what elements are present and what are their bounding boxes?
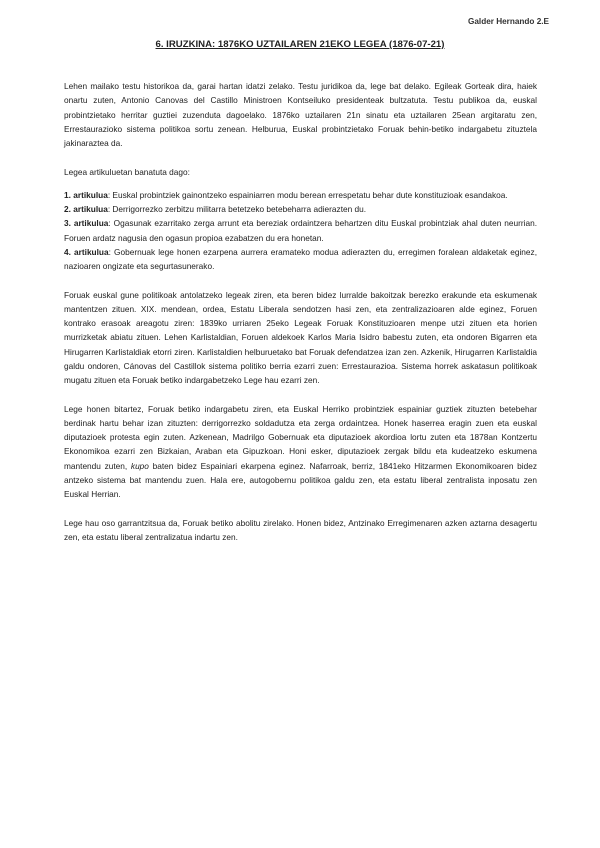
article-text: : Derrigorrezko zerbitzu militarra betetzeko betebeharra adierazten du. [107,204,367,214]
article-item-2 [64,202,537,216]
article-label: 2. artikulua [64,204,108,214]
article-label: 1. artikulua [64,189,108,200]
articles-intro: Legea artikuluetan banatuta dago: [64,166,190,177]
paragraph-spacer [64,273,537,287]
article-label: 3. artikulua [64,218,109,229]
article-label: 4. artikulua [64,246,109,257]
article-text: : Euskal probintziek gainontzeko espainiarren modu berean errespetatu behar dute konstituzioak esandakoa. [107,189,508,200]
paragraph-text: baten bidez Espainiari ekarpena eginez. Nafarroak, berriz, 1841eko Hitzarmen Ekonomikoaren bidez antzeko sistema bat mantendu zuen. Hala ere, autogobernu politikoa galdu zen, eta estatu liberal zentralista inposatu zen Euskal Herrian. [64,460,537,499]
articles-section [64,165,537,274]
paragraph-conclusion: Lege hau oso garrantzitsua da, Foruak betiko abolitu zirelako. Honen bidez, Antzinako Erregimenaren azken aztarna desagertu zen, eta estatu liberal zentralizatua indartu zen. [64,517,537,542]
article-item-4 [64,245,537,274]
paragraph-spacer [64,501,537,515]
paragraph-spacer [64,387,537,401]
article-item-3 [64,216,537,245]
paragraph-spacer [64,150,537,164]
italic-term: kupo [130,460,149,471]
article-text: : Ogasunak ezarritako zerga arrunt eta bereziak ordaintzera behartzen ditu Euskal probintziak ahal duten neurrian. Foruen ardatz nagusia den ogasun propioa ezabatzen du era honetan. [64,218,537,243]
paragraph-context: Foruak euskal gune politikoak antolatzeko legeak ziren, eta beren bidez lurralde bakoitzak berezko erakunde eta eskumenak mantentzen zituen. XIX. mendean, ordea, Estatu Liberala sendotzen hasi zen, eta zentralizazioaren alde eginez, Foruen kontrako erasoak areagotu ziren: 1839ko urriaren 25eko Legeak Foruak Konstituzioaren menpe utzi zituen eta horien murrizketak abiatu zituen. Lehen Karlistaldian, Foruen aldekoek Karlos Maria Isidro babestu zuten, eta ondoren Bigarren eta Hirugarren Karlistaldiak etorri ziren. Karlistaldien helburuetako bat Foruak defendatzea izan zen. Azkenik, Hirugarren Karlistaldia galdu ondoren, Cánovas del Castillok sistema politiko berria ezarri zuen: Errestaurazioa. Sistema horrek askatasun politikoak mugatu zituen eta Foruak betiko indargabetzeko Lege hau ezarri zen. [64,289,537,385]
article-item-1 [64,188,537,202]
paragraph-text: Lege honen bitartez, Foruak betiko indargabetu ziren, eta Euskal Herriko probintziek espainiar guztiek zituzten betebehar berdinak hartu behar izan zituzten: derrigorrezko soldadutza eta zerga ordaintzea. Honek haserrea eragin zuen eta euskal diputazioek protesta egin zuten. Azkenean, Madrilgo Gobernuak eta diputazioek akordioa lortu zuten eta 1878an Kontzertu Ekonomikoa ezarri zen Bizkaian, Araban eta Gipuzkoan. Honi esker, diputazioek zergak bildu eta kudeatzeko eskumena mantendu zuten, [64,403,537,471]
page-title: 6. IRUZKINA: 1876KO UZTAILAREN 21EKO LEGEA (1876-07-21) [155,39,445,50]
article-text: : Gobernuak lege honen ezarpena aurrera eramateko modua adierazten du, erregimen foralean aldaketak eginez, nazioaren ongizate eta segurtasunerako. [64,246,537,271]
articles-intro-spacer [64,179,537,188]
paragraph-introduction: Lehen mailako testu historikoa da, garai hartan idatzi zelako. Testu juridikoa da, lege bat delako. Egileak Gorteak dira, haiek onartu zuten, Antonio Canovas del Castillo Ministroen Kontseiluko presidenteak bultzatuta. Testu publikoa da, euskal probintzietako herritar guztiei zuzenduta dagoelako. 1876ko uztailaren 21n sinatu eta uztailaren 25ean argitaratu zen, Errestaurazioko sistema politikoa sortu zenean. Helburua, Euskal probintzietako Foruak behin-betiko indargabetu zituztela jakinaraztea da. [64,81,537,148]
paragraph-consequences [64,402,537,502]
document-body [64,79,537,544]
author-header: Galder Hernando 2.E [468,17,549,26]
